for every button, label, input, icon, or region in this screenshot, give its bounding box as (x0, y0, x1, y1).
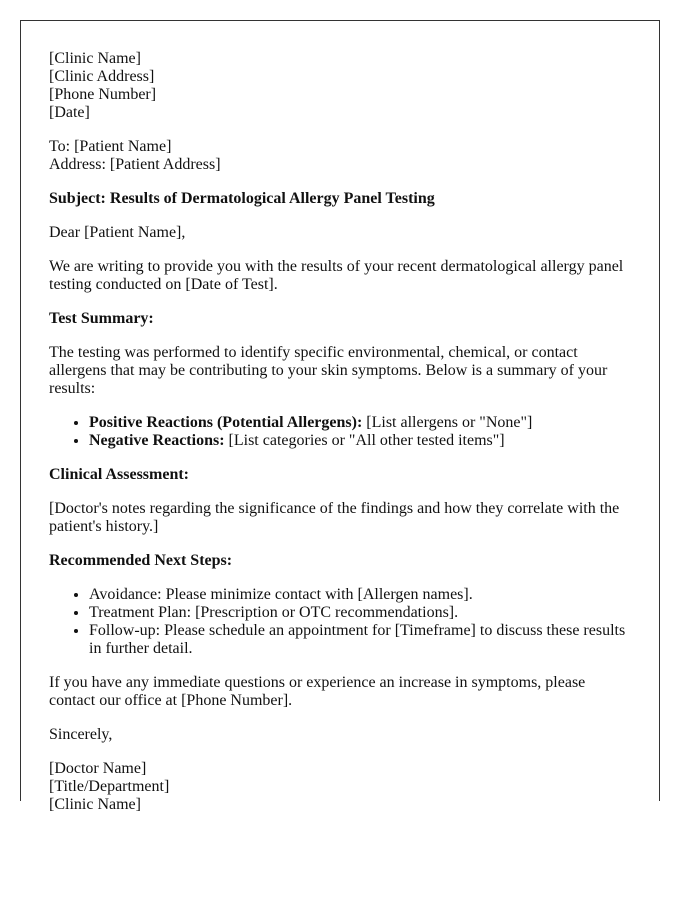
sender-clinic-address: [Clinic Address] (49, 68, 155, 85)
positive-reactions-label: Positive Reactions (Potential Allergens): (89, 414, 363, 431)
positive-reactions-value: [List allergens or "None"] (362, 414, 533, 431)
closing: Sincerely, (49, 726, 113, 743)
intro-paragraph: We are writing to provide you with the results of your recent dermatological allergy panel testing conducted on [Date of Test]. (49, 258, 624, 293)
test-results-list (49, 414, 631, 450)
letter-page (20, 20, 660, 813)
next-steps-heading: Recommended Next Steps: (49, 552, 233, 569)
list-item-treatment-plan: • Treatment Plan: [Prescription or OTC recommendations]. (89, 604, 631, 622)
list-item-avoidance: • Avoidance: Please minimize contact with [Allergen names]. (89, 586, 631, 604)
negative-reactions-label: Negative Reactions: (89, 432, 225, 449)
signature-block (49, 760, 631, 814)
letter-date: [Date] (49, 104, 90, 121)
sender-phone-number: [Phone Number] (49, 86, 157, 103)
signature-doctor-name: [Doctor Name] (49, 760, 147, 777)
signature-clinic-name: [Clinic Name] (49, 796, 141, 813)
sender-block (49, 50, 631, 122)
recipient-name: To: [Patient Name] (49, 138, 172, 155)
test-summary-paragraph: The testing was performed to identify specific environmental, chemical, or contact allergens that may be contributing to your skin symptoms. Below is a summary of your results: (49, 344, 608, 397)
test-summary-heading: Test Summary: (49, 310, 154, 327)
letter-body (21, 21, 659, 814)
salutation: Dear [Patient Name], (49, 224, 186, 241)
closing-paragraph: If you have any immediate questions or experience an increase in symptoms, please contact our office at [Phone Number]. (49, 674, 586, 709)
list-item-negative-reactions (89, 432, 631, 450)
clinical-assessment-heading: Clinical Assessment: (49, 466, 189, 483)
sender-clinic-name: [Clinic Name] (49, 50, 141, 67)
list-item-positive-reactions (89, 414, 631, 432)
next-steps-list (49, 586, 631, 658)
signature-title-department: [Title/Department] (49, 778, 170, 795)
negative-reactions-value: [List categories or "All other tested items"] (224, 432, 505, 449)
letter-subject: Subject: Results of Dermatological Allergy Panel Testing (49, 190, 435, 207)
recipient-block (49, 138, 631, 174)
recipient-address: Address: [Patient Address] (49, 156, 221, 173)
clinical-assessment-paragraph: [Doctor's notes regarding the significance of the findings and how they correlate with the patient's history.] (49, 500, 620, 535)
list-item-follow-up: • Follow-up: Please schedule an appointment for [Timeframe] to discuss these results in further detail. (89, 622, 631, 658)
